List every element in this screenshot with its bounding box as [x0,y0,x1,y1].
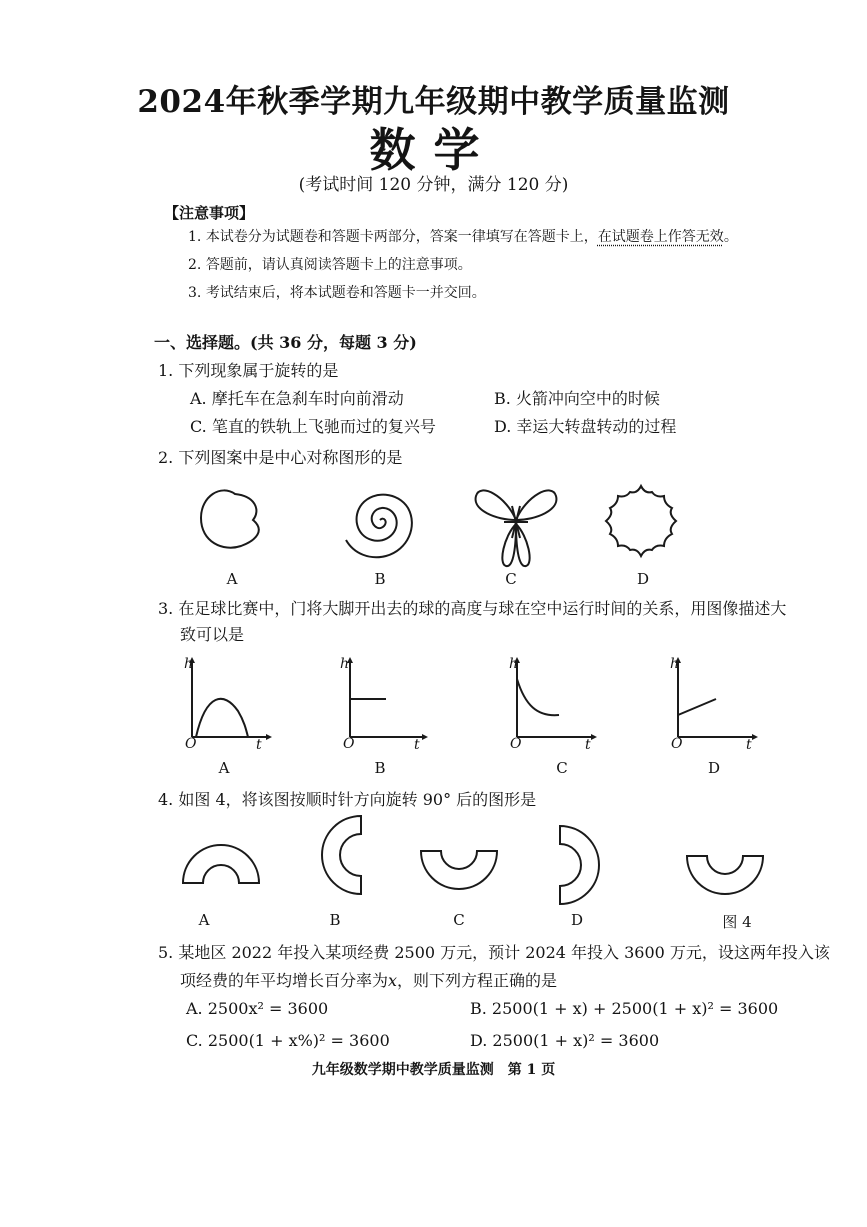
subject-title: 数学 [369,123,498,177]
q4-figure-b [313,812,365,898]
q4-label-c: C [453,911,465,929]
notice-item-1: 1. 本试卷分为试题卷和答题卡两部分，答案一律填写在答题卡上，在试题卷上作答无效。 [188,229,738,245]
q2-figure-c [470,476,562,572]
q4-figure-4 [684,850,766,900]
q1-option-d: D. 幸运大转盘转动的过程 [494,417,677,436]
q4-label-b: B [329,911,341,929]
q4-label-figure4: 图 4 [722,913,752,931]
q3-b-origin: O [343,736,355,752]
q3-label-b: B [374,759,386,777]
q4-stem: 4. 如图 4，将该图按顺时针方向旋转 90° 后的图形是 [158,790,537,809]
q1-option-c: C. 笔直的铁轨上飞驰而过的复兴号 [190,417,436,436]
q3-stem-line1: 3. 在足球比赛中，门将大脚开出去的球的高度与球在空中运行时间的关系，用图像描述大 [158,599,787,618]
q3-d-x-label: t [746,737,752,753]
section-heading: 一、选择题。(共 36 分，每题 3 分) [154,333,417,352]
q5-option-c: C. 2500(1 + x%)² = 3600 [186,1031,390,1050]
q2-figure-a [195,480,275,560]
q5-stem-line1: 5. 某地区 2022 年投入某项经费 2500 万元，预计 2024 年投入 3600 万元，设这两年投入该 [158,943,830,962]
q3-d-y-label: h [670,656,680,672]
page-footer: 九年级数学期中教学质量监测 第 1 页 [311,1062,556,1078]
q1-stem: 1. 下列现象属于旋转的是 [158,361,339,380]
q3-a-origin: O [185,736,197,752]
q3-stem-line2: 致可以是 [180,625,245,644]
q3-c-origin: O [510,736,522,752]
q2-figure-b [338,478,422,562]
q3-a-y-label: h [184,656,194,672]
q1-option-b: B. 火箭冲向空中的时候 [494,389,660,408]
q4-label-a: A [198,911,210,929]
q2-stem: 2. 下列图案中是中心对称图形的是 [158,448,403,467]
q5-option-a: A. 2500x² = 3600 [186,999,329,1018]
notice-heading: 【注意事项】 [164,204,255,222]
q2-label-c: C [505,570,517,588]
q3-label-d: D [707,759,721,777]
q5-option-d: D. 2500(1 + x)² = 3600 [470,1031,660,1050]
q3-label-c: C [556,759,568,777]
q3-b-y-label: h [340,656,350,672]
q3-c-x-label: t [585,737,591,753]
q3-a-x-label: t [256,737,262,753]
q1-option-a: A. 摩托车在急刹车时向前滑动 [190,389,404,408]
q3-label-a: A [218,759,230,777]
q2-label-d: D [636,570,650,588]
q2-label-a: A [226,570,238,588]
time-note: (考试时间 120 分钟，满分 120 分) [298,175,569,195]
q4-figure-d [556,822,608,908]
q2-label-b: B [374,570,386,588]
q2-figure-d [600,480,682,562]
q3-d-origin: O [671,736,683,752]
exam-title: 2024年秋季学期九年级期中教学质量监测 [137,84,730,120]
q4-label-d: D [570,911,584,929]
q4-figure-c [418,845,500,895]
q3-b-x-label: t [414,737,420,753]
q5-option-b: B. 2500(1 + x) + 2500(1 + x)² = 3600 [470,999,779,1018]
notice-item-3: 3. 考试结束后，将本试题卷和答题卡一并交回。 [188,285,486,301]
q4-figure-a [180,835,262,887]
notice-item-2: 2. 答题前，请认真阅读答题卡上的注意事项。 [188,257,472,273]
q3-c-y-label: h [509,656,519,672]
q5-stem-line2: 项经费的年平均增长百分率为x，则下列方程正确的是 [180,971,558,990]
